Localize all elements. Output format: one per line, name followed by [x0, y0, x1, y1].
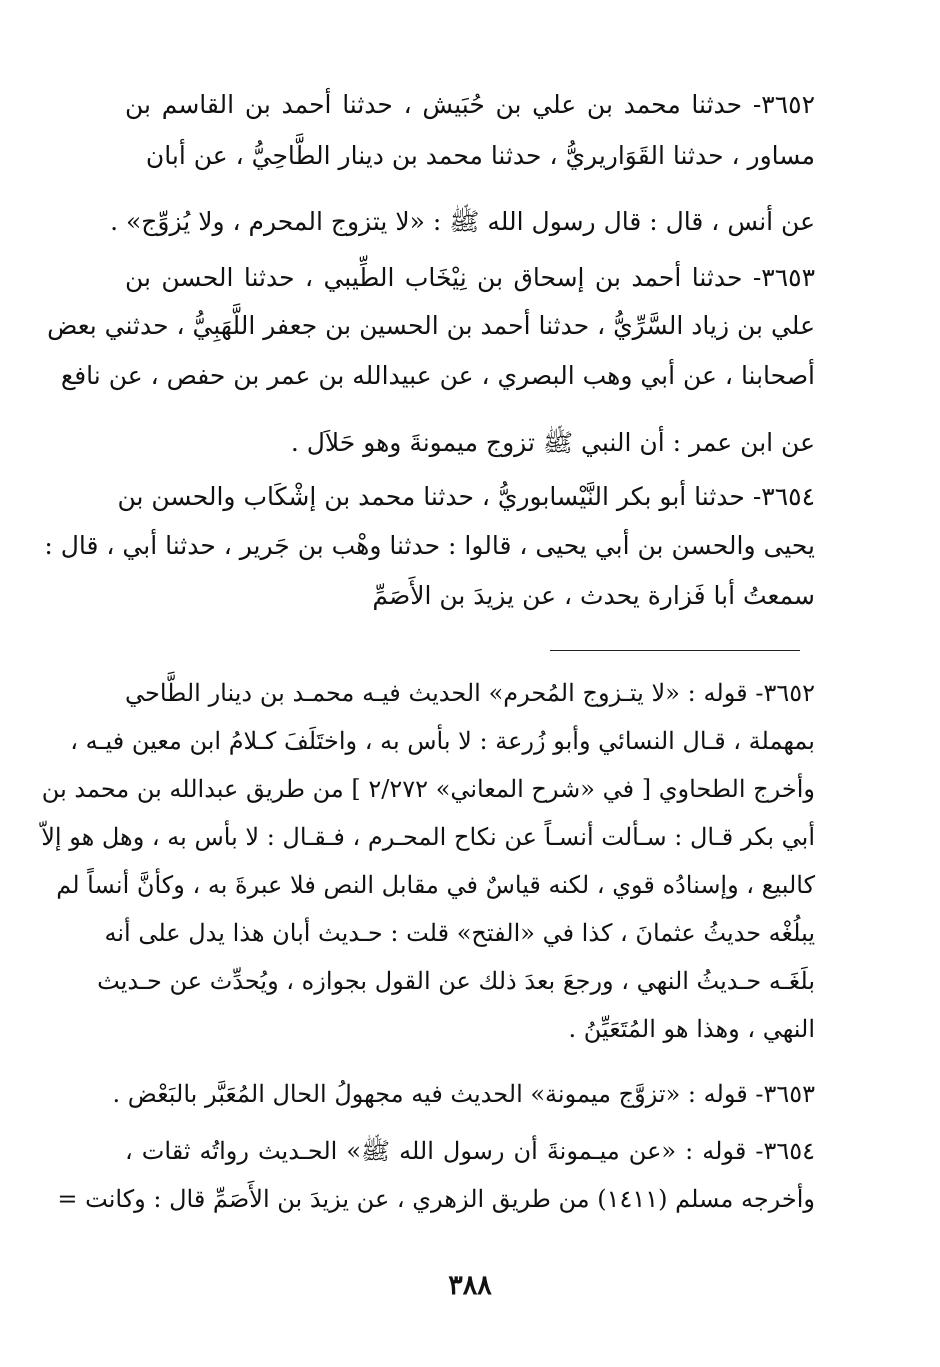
footnote-line: النهي ، وهذا هو المُتَعَيِّنُ . [568, 1015, 815, 1043]
page-number: ٣٨٨ [448, 1270, 492, 1301]
main-text-line: مساور ، حدثنا القَوَاريريُّ ، حدثنا محمد بن دينار الطَّاحِيُّ ، عن أبان [145, 141, 815, 170]
footnote-line: يبلُغْه حديثُ عثمانَ ، كذا في «الفتح» قلت : حـديث أبان هذا يدل على أنه [104, 919, 815, 947]
main-text-line: أصحابنا ، عن أبي وهب البصري ، عن عبيدالله بن عمر بن حفص ، عن نافع [60, 361, 815, 390]
footnote-separator [550, 650, 800, 651]
main-text-line: عن أنس ، قال : قال رسول الله ﷺ : «لا يتزوج المحرم ، ولا يُزوِّج» . [110, 207, 815, 236]
main-text-line: علي بن زياد السَّرِّيُّ ، حدثنا أحمد بن الحسين بن جعفر اللَّهَبِيُّ ، حدثني بعض [47, 311, 815, 340]
footnote-line: بمهملة ، قـال النسائي وأبو زُرعة : لا بأس به ، واختَلَفَ كـلامُ ابن معين فيـه ، [70, 727, 815, 755]
main-text-line: سمعتُ أبا فَزارة يحدث ، عن يزيدَ بن الأَصَمِّ [372, 581, 815, 610]
main-text-line: ٣٦٥٣- حدثنا أحمد بن إسحاق بن نِيْخَاب الطِّيبي ، حدثنا الحسن بن [125, 263, 815, 292]
footnote-line: بلَغَـه حـديثُ النهي ، ورجعَ بعدَ ذلك عن القول بجوازه ، ويُحدِّث عن حـديث [97, 967, 815, 995]
footnote-line: ٣٦٥٢- قوله : «لا يتـزوج المُحرم» الحديث فيـه محمـد بن دينار الطَّاحي [125, 679, 815, 707]
footnote-line: أبي بكر قـال : سـألت أنسـاً عن نكاح المحـرم ، فـقـال : لا بأس به ، وهل هو إلاّ [41, 823, 815, 851]
footnote-line: وأخرجه مسلم (١٤١١) من طريق الزهري ، عن يزيدَ بن الأَصَمِّ قال : وكانت = [57, 1185, 815, 1213]
footnote-line: ٣٦٥٣- قوله : «تزوَّج ميمونة» الحديث فيه مجهولُ الحال المُعَبَّر بالبَعْض . [112, 1080, 815, 1108]
main-text-line: عن ابن عمر : أن النبي ﷺ تزوج ميمونةَ وهو حَلاَل . [290, 428, 815, 457]
footnote-line: كالبيع ، وإسنادُه قوي ، لكنه قياسٌ في مقابل النص فلا عبرةَ به ، وكأنَّ أنساً لم [56, 871, 815, 899]
footnote-line: وأخرج الطحاوي [ في «شرح المعاني» ٢/٢٧٢ ] من طريق عبدالله بن محمد بن [41, 775, 815, 803]
footnote-line: ٣٦٥٤- قوله : «عن ميـمونةَ أن رسول الله ﷺ» الحـديث رواتُه ثقات ، [125, 1137, 815, 1165]
main-text-line: يحيى والحسن بن أبي يحيى ، قالوا : حدثنا وهْب بن جَرير ، حدثنا أبي ، قال : [44, 531, 815, 560]
main-text-line: ٣٦٥٢- حدثنا محمد بن علي بن حُبَيش ، حدثنا أحمد بن القاسم بن [125, 90, 815, 119]
main-text-line: ٣٦٥٤- حدثنا أبو بكر النَّيْسابوريُّ ، حدثنا محمد بن إشْكَاب والحسن بن [117, 482, 815, 511]
